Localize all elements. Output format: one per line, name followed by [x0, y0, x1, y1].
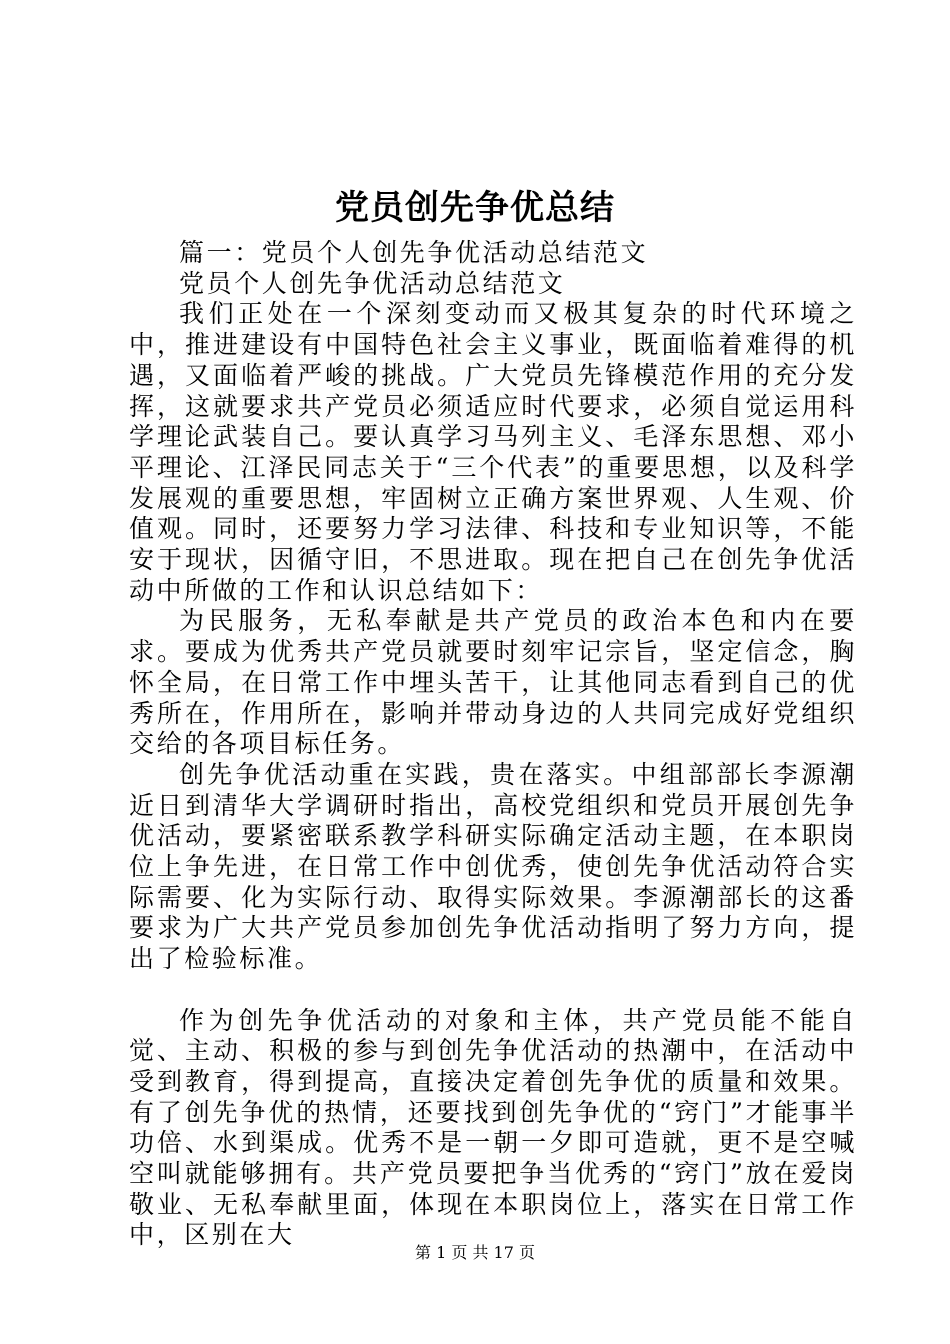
- paragraph: 为民服务，无私奉献是共产党员的政治本色和内在要求。要成为优秀共产党员就要时刻牢记宗旨，坚定信念，胸怀全局，在日常工作中埋头苦干，让其他同志看到自己的优秀所在，作用所在，影响并带动身边的人共同完成好党组织交给的各项目标任务。: [129, 606, 857, 759]
- paragraph: 作为创先争优活动的对象和主体，共产党员能不能自觉、主动、积极的参与到创先争优活动的热潮中，在活动中受到教育，得到提高，直接决定着创先争优的质量和效果。有了创先争优的热情，还要找到创先争优的“窍门”才能事半功倍、水到渠成。优秀不是一朝一夕即可造就，更不是空喊空叫就能够拥有。共产党员要把争当优秀的“窍门”放在爱岗敬业、无私奉献里面，体现在本职岗位上，落实在日常工作中，区别在大: [129, 1005, 857, 1250]
- article-heading: 党员个人创先争优活动总结范文: [179, 268, 566, 298]
- paragraph: 创先争优活动重在实践，贵在落实。中组部部长李源潮近日到清华大学调研时指出，高校党组织和党员开展创先争优活动，要紧密联系教学科研实际确定活动主题，在本职岗位上争先进，在日常工作中创优秀，使创先争优活动符合实际需要、化为实际行动、取得实际效果。李源潮部长的这番要求为广大共产党员参加创先争优活动指明了努力方向，提出了检验标准。: [129, 759, 857, 974]
- section-heading: 篇一：党员个人创先争优活动总结范文: [179, 238, 649, 267]
- paragraph: 我们正处在一个深刻变动而又极其复杂的时代环境之中，推进建设有中国特色社会主义事业，既面临着难得的机遇，又面临着严峻的挑战。广大党员先锋模范作用的充分发挥，这就要求共产党员必须适应时代要求，必须自觉运用科学理论武装自己。要认真学习马列主义、毛泽东思想、邓小平理论、江泽民同志关于“三个代表”的重要思想，以及科学发展观的重要思想，牢固树立正确方案世界观、人生观、价值观。同时，还要努力学习法律、科技和专业知识等，不能安于现状，因循守旧，不思进取。现在把自己在创先争优活动中所做的工作和认识总结如下：: [129, 299, 857, 605]
- document-body: [129, 238, 857, 1251]
- page-footer: 第 1 页 共 17 页: [415, 1243, 535, 1262]
- document-title: 党员创先争优总结: [335, 188, 615, 228]
- paragraph-gap: [129, 975, 857, 1006]
